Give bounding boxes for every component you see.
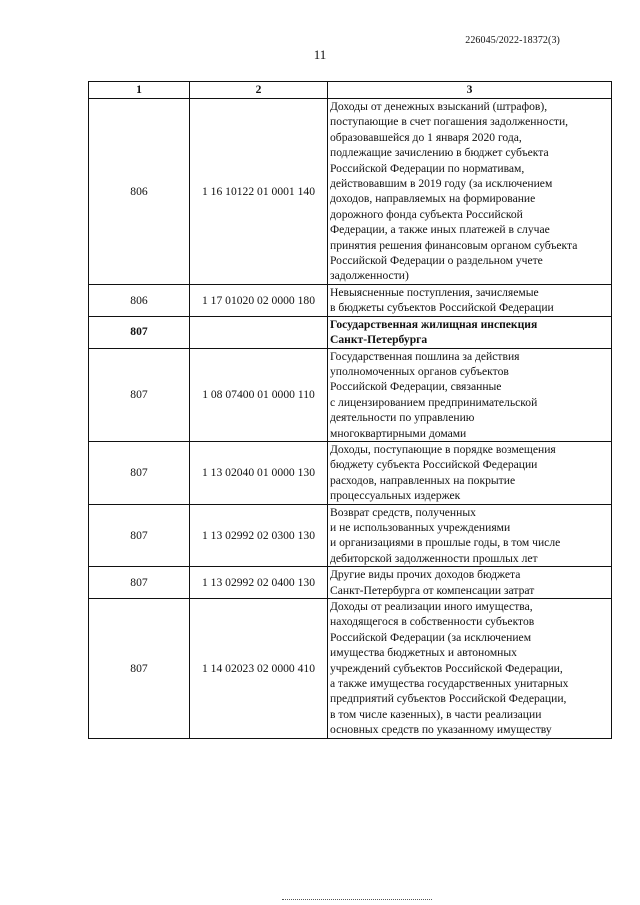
description-line: Доходы от денежных взысканий (штрафов),	[330, 100, 548, 113]
description-line: поступающие в счет погашения задолженности,	[330, 115, 569, 129]
description-line: процессуальных издержек	[330, 489, 461, 503]
description-line: деятельности по управлению	[330, 411, 475, 425]
revenue-code-cell: 1 14 02023 02 0000 410	[190, 599, 328, 739]
description-line: расходов, направленных на покрытие	[330, 473, 516, 487]
table-row	[89, 441, 612, 504]
description-line: в том числе казенных), в части реализации	[330, 707, 542, 721]
description-line: подлежащие зачислению в бюджет субъекта	[330, 146, 549, 160]
description-cell	[328, 284, 612, 316]
description-line: Возврат средств, полученных	[330, 505, 476, 519]
revenue-code-cell	[190, 316, 328, 348]
description-line: основных средств по указанному имуществу	[330, 723, 552, 737]
description-line: действовавшим в 2019 году (за исключением	[330, 177, 553, 191]
page-number: 11	[313, 47, 327, 62]
description-line: дебиторской задолженности прошлых лет	[330, 551, 538, 565]
description-line: бюджету субъекта Российской Федерации	[330, 458, 538, 472]
description-line: а также имущества государственных унитарных	[330, 677, 569, 691]
description-cell	[328, 348, 612, 441]
admin-code-cell: 807	[89, 504, 190, 567]
description-line: в бюджеты субъектов Российской Федерации	[330, 301, 554, 315]
revenue-code-cell: 1 13 02040 01 0000 130	[190, 441, 328, 504]
description-line: Российской Федерации по нормативам,	[330, 161, 525, 175]
description-line: с лицензированием предпринимательской	[330, 395, 538, 409]
description-line: задолженности)	[330, 269, 409, 283]
admin-code-cell: 806	[89, 284, 190, 316]
description-line: Невыясненные поступления, зачисляемые	[330, 285, 539, 299]
table-row	[89, 284, 612, 316]
description-line: учреждений субъектов Российской Федерации,	[330, 661, 563, 675]
description-line: Санкт-Петербурга от компенсации затрат	[330, 583, 535, 597]
admin-code-cell: 807	[89, 599, 190, 739]
description-line: принятия решения финансовым органом субъекта	[330, 238, 578, 252]
description-line: уполномоченных органов субъектов	[330, 364, 509, 378]
table-row-section-heading	[89, 316, 612, 348]
description-line: дорожного фонда субъекта Российской	[330, 207, 523, 221]
description-line: Государственная пошлина за действия	[330, 349, 520, 363]
table-row	[89, 348, 612, 441]
description-line: Санкт-Петербурга	[330, 333, 428, 347]
table-row	[89, 99, 612, 285]
revenue-classification-table	[88, 81, 612, 739]
description-line: многоквартирными домами	[330, 426, 467, 440]
admin-code-cell: 807	[89, 441, 190, 504]
description-cell	[328, 504, 612, 567]
table-header-row	[89, 82, 612, 99]
revenue-code-cell: 1 13 02992 02 0400 130	[190, 567, 328, 599]
table-row	[89, 504, 612, 567]
table-row	[89, 599, 612, 739]
description-line: Российской Федерации, связанные	[330, 380, 502, 394]
table-body	[89, 99, 612, 739]
admin-code-cell: 807	[89, 567, 190, 599]
description-line: предприятий субъектов Российской Федерации,	[330, 692, 567, 706]
description-cell	[328, 441, 612, 504]
description-line: Федерации, а также иных платежей в случае	[330, 223, 550, 237]
description-line: Российской Федерации (за исключением	[330, 630, 532, 644]
description-line: Российской Федерации о раздельном учете	[330, 254, 543, 268]
description-line: и организациями в прошлые годы, в том числе	[330, 536, 561, 550]
description-line: Государственная жилищная инспекция	[330, 317, 538, 331]
description-line: и не использованных учреждениями	[330, 520, 511, 534]
description-line: Другие виды прочих доходов бюджета	[330, 568, 521, 582]
description-line: Доходы от реализации иного имущества,	[330, 600, 533, 613]
description-line: доходов, направляемых на формирование	[330, 192, 536, 206]
admin-code-cell: 806	[89, 99, 190, 285]
description-cell	[328, 99, 612, 285]
description-line: находящегося в собственности субъектов	[330, 615, 535, 629]
description-line: образовавшейся до 1 января 2020 года,	[330, 130, 522, 144]
document-id: 226045/2022-18372(3)	[465, 35, 560, 46]
revenue-code-cell: 1 17 01020 02 0000 180	[190, 284, 328, 316]
revenue-code-cell: 1 08 07400 01 0000 110	[190, 348, 328, 441]
description-cell	[328, 599, 612, 739]
description-line: Доходы, поступающие в порядке возмещения	[330, 442, 556, 456]
column-header-3: 3	[328, 82, 612, 99]
footer-scan-rule	[282, 899, 432, 900]
description-cell	[328, 567, 612, 599]
column-header-2: 2	[190, 82, 328, 99]
admin-code-cell: 807	[89, 348, 190, 441]
revenue-code-cell: 1 16 10122 01 0001 140	[190, 99, 328, 285]
admin-code-cell: 807	[89, 316, 190, 348]
table-row	[89, 567, 612, 599]
revenue-code-cell: 1 13 02992 02 0300 130	[190, 504, 328, 567]
description-line: имущества бюджетных и автономных	[330, 646, 517, 660]
section-heading-cell	[328, 316, 612, 348]
column-header-1: 1	[89, 82, 190, 99]
